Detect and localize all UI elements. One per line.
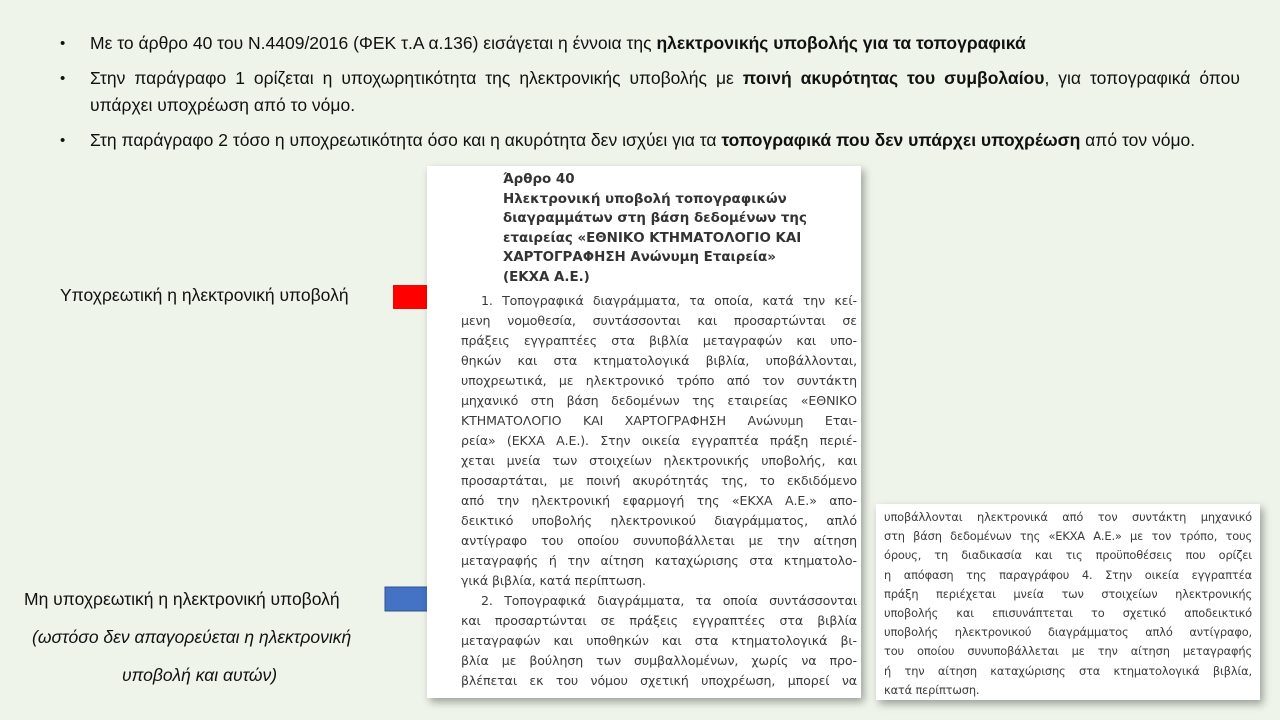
bullet-item-1 (58, 30, 1240, 57)
article-title-line: (ΕΚΧΑ Α.Ε.) (503, 269, 590, 285)
continuation-line: πράξη περιέχεται μνεία των στοιχείων ηλεκτρονικής (884, 586, 1252, 601)
article-title (503, 170, 855, 287)
continuation-line: κατά περίπτωση. (884, 682, 980, 697)
article-title-line: διαγραμμάτων στη βάση δεδομένων της (503, 211, 807, 226)
article-title-line: Άρθρο 40 (503, 172, 575, 187)
article-title-line: Ηλεκτρονική υποβολή τοπογραφικών (503, 191, 787, 207)
bullet-2-text-2: , για τοπογραφικά όπου υπάρχει υποχρέωση από το νόμο. (90, 68, 1240, 115)
continuation-line: υποβολής ηλεκτρονικού διαγράμματος απλό αντίγραφο, (884, 625, 1252, 640)
continuation-line: η απόφαση της παραγράφου 4. Στην οικεία εγγραπτέα (884, 567, 1252, 582)
article-body-line: μενη νομοθεσία, συντάσσονται και προσαρτώνται σε (461, 313, 857, 328)
article-body-line: 1. Τοπογραφικά διαγράμματα, τα οποία, κατά την κεί- (481, 293, 857, 308)
note-line-1: (ωστόσο δεν απαγορεύεται η ηλεκτρονική (32, 627, 352, 647)
bullet-1-bold-1: ηλεκτρονικής υποβολής για τα τοπογραφικά (656, 33, 1026, 53)
bullet-2-text-1: Στην παράγραφο 1 ορίζεται η υποχωρητικότητα της ηλεκτρονικής υποβολής με (90, 68, 743, 88)
mandatory-label: Υποχρεωτική η ηλεκτρονική υποβολή (60, 285, 349, 305)
article-body-line: υποχρεωτικά, με ηλεκτρονικό τρόπο από τον συντάκτη (461, 373, 857, 388)
article-body-line: προσαρτάται, με ποινή ακυρότητάς της, το εκδιδόμενο (461, 473, 857, 488)
article-body-line: και προσαρτώνται σε πράξεις εγγραπτέες στα βιβλία (461, 613, 857, 628)
continuation-line: όρους, τη διαδικασία και τις προϋποθέσεις που ορίζει (884, 548, 1252, 563)
bullet-3-text-2: από τον νόμο. (1080, 130, 1196, 150)
article-body-line: βλία με βούληση των συμβαλλομένων, χωρίς να προ- (461, 653, 857, 668)
optional-label: Μη υποχρεωτική η ηλεκτρονική υποβολή (24, 589, 340, 609)
continuation-line: στη βάση δεδομένων της «ΕΚΧΑ Α.Ε.» με τον τρόπο, τους (884, 529, 1252, 544)
continuation-line: του οποίου συνυποβάλλεται με την αίτηση μεταγραφής (884, 644, 1252, 659)
bullet-dot-icon: • (60, 132, 66, 149)
article-body-line: μεταγραφής ή την αίτηση καταχώρισης στα κτηματολο- (461, 553, 857, 568)
article-body (461, 291, 857, 691)
article-body-line: πράξεις εγγραπτέες στα βιβλία μεταγραφών και υπο- (461, 333, 857, 348)
article-title-line: ΧΑΡΤΟΓΡΑΦΗΣΗ Ανώνυμη Εταιρεία» (503, 250, 776, 265)
continuation-line: υποβάλλονται ηλεκτρονικά από τον συντάκτη μηχανικό (884, 510, 1252, 524)
bullet-3-text-1: Στη παράγραφο 2 τόσο η υποχρεωτικότητα όσο και η ακυρότητα δεν ισχύει για τα (90, 130, 722, 150)
continuation-line: υποβολής και επισυνάπτεται το σχετικό αποδεικτικό (884, 606, 1252, 621)
article-body-line: ρεία» (ΕΚΧΑ Α.Ε.). Στην οικεία εγγραπτέα πράξη περιέ- (461, 433, 857, 448)
article-body-line: χεται μνεία των στοιχείων ηλεκτρονικής υποβολής, και (461, 453, 857, 468)
continuation-line: ή την αίτηση καταχώρισης στα κτηματολογικά βιβλία, (884, 663, 1252, 678)
bullet-dot-icon: • (60, 70, 66, 87)
article-body-line: από την ηλεκτρονική εφαρμογή της «ΕΚΧΑ Α.Ε.» απο- (461, 493, 857, 508)
article-scan-image (427, 166, 861, 698)
bullet-3-bold-1: τοπογραφικά που δεν υπάρχει υποχρέωση (721, 130, 1081, 150)
article-title-line: εταιρείας «ΕΘΝΙΚΟ ΚΤΗΜΑΤΟΛΟΓΙΟ ΚΑΙ (503, 230, 802, 246)
bullet-1-text-1: Με το άρθρο 40 του Ν.4409/2016 (ΦΕΚ τ.Α α.136) εισάγεται η έννοια της (90, 33, 657, 53)
bullet-dot-icon: • (60, 35, 66, 52)
bullet-item-3 (58, 127, 1240, 154)
bullet-list (58, 30, 1240, 162)
article-body-line: 2. Τοπογραφικά διαγράμματα, τα οποία συντάσσονται (481, 593, 857, 608)
article-body-line: δεικτικό υποβολής ηλεκτρονικού διαγράμματος, απλό (461, 513, 857, 528)
article-body-line: γικά βιβλία, κατά περίπτωση. (461, 573, 646, 588)
bullet-item-2 (58, 65, 1240, 119)
article-body-line: αντίγραφο του οποίου συνυποβάλλεται με την αίτηση (461, 533, 857, 548)
article-continuation-scan (876, 504, 1260, 700)
article-body-line: μεταγραφών και υποθηκών και στα κτηματολογικά βι- (461, 633, 857, 648)
note-line-2: υποβολή και αυτών) (122, 665, 278, 685)
article-body-line: ΚΤΗΜΑΤΟΛΟΓΙΟ ΚΑΙ ΧΑΡΤΟΓΡΑΦΗΣΗ Ανώνυμη Εται- (461, 413, 857, 428)
bullet-2-bold-1: ποινή ακυρότητας του συμβολαίου (742, 68, 1045, 88)
article-body-line: μηχανικό στη βάση δεδομένων της εταιρείας «ΕΘΝΙΚΟ (461, 393, 857, 408)
article-continuation (884, 508, 1252, 700)
article-body-line: θηκών και στα κτηματολογικά βιβλία, υποβάλλονται, (461, 353, 857, 368)
article-body-line: βλέπεται εκ του νόμου σχετική υποχρέωση, μπορεί να (461, 673, 857, 688)
